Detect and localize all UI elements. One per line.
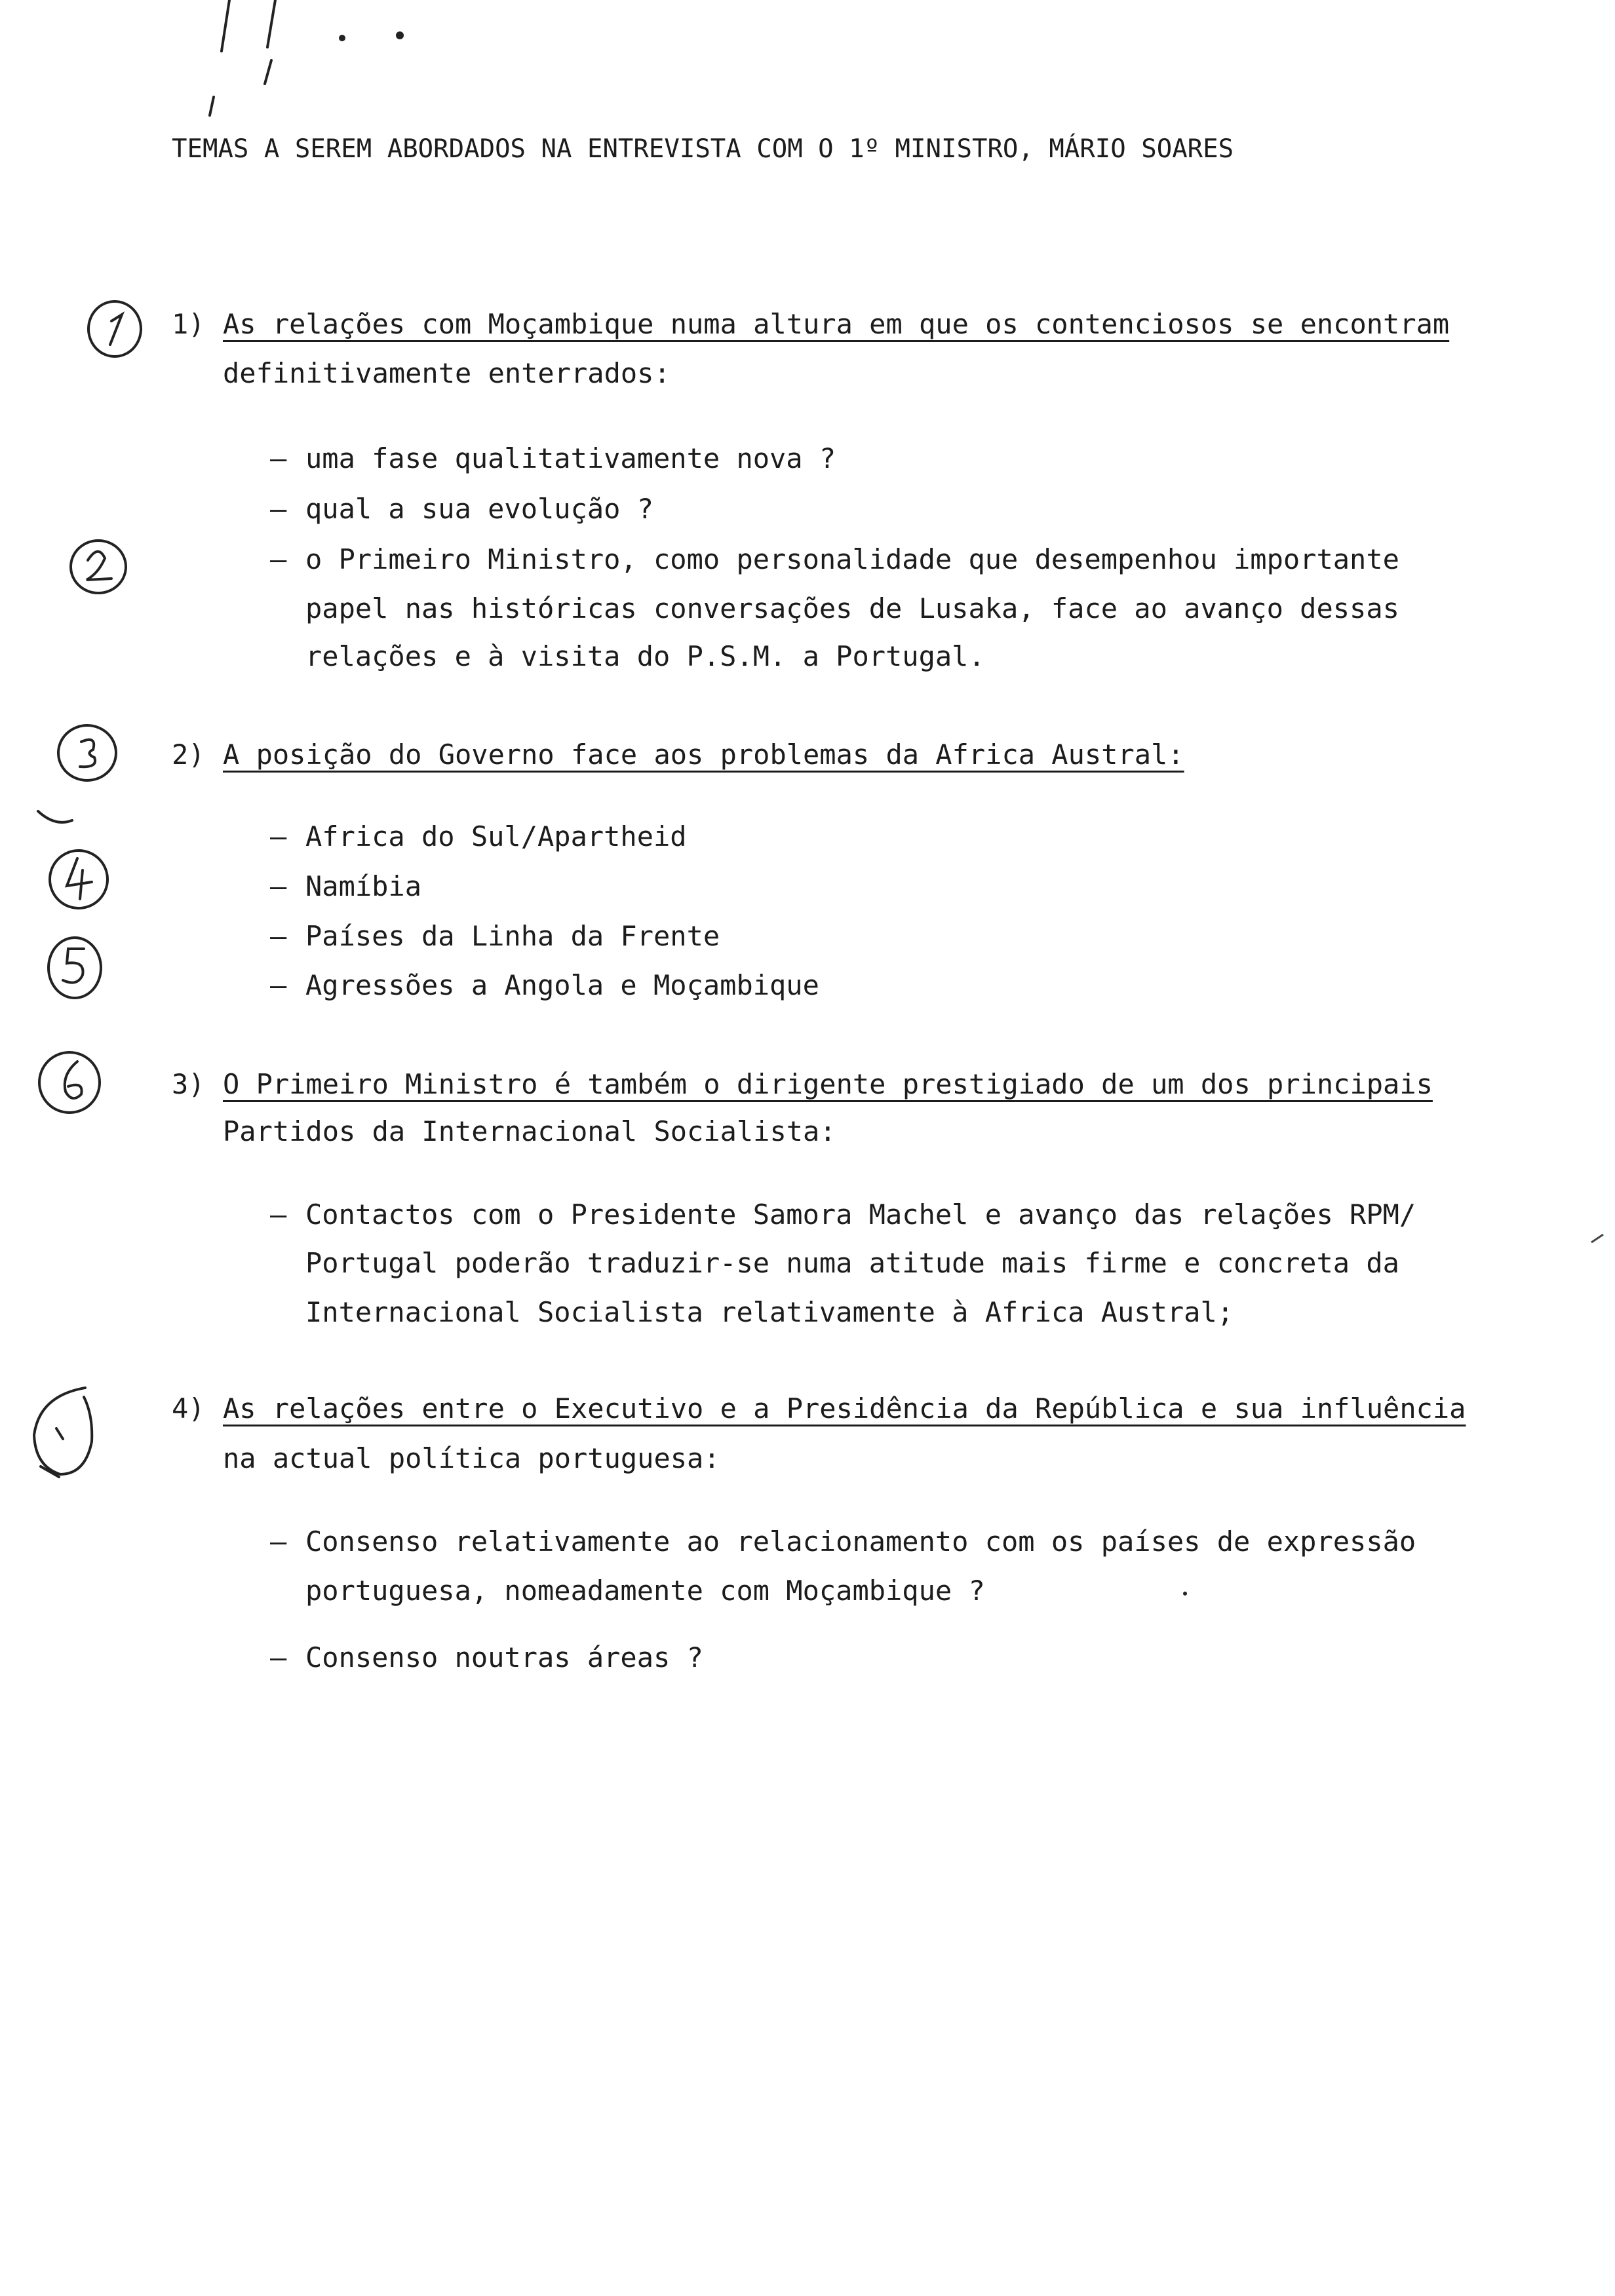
circled-number-6 (39, 1052, 100, 1113)
dash-bullet: – (270, 820, 287, 852)
list-item (270, 920, 720, 952)
list-item-text: Contactos com o Presidente Samora Machel e avanço das relações RPM/ (305, 1198, 1416, 1231)
section-4-heading (172, 1392, 1466, 1425)
section-1-heading-continuation (223, 357, 671, 389)
dash-bullet: – (270, 870, 287, 902)
list-item (270, 493, 653, 525)
list-item-continuation: Internacional Socialista relativamente à Africa Austral; (305, 1296, 1234, 1328)
circled-number-1 (88, 301, 141, 356)
pen-stroke (38, 811, 72, 822)
list-item-text: Namíbia (305, 870, 422, 902)
dash-bullet: – (270, 920, 287, 952)
handwritten-digit-4 (67, 858, 92, 899)
ink-dot (1183, 1592, 1187, 1596)
list-item (270, 1525, 1416, 1558)
list-item-text: o Primeiro Ministro, como personalidade que desempenhou importante (305, 543, 1399, 575)
pen-stroke (267, 0, 275, 47)
list-item-text: Africa do Sul/Apartheid (305, 820, 687, 852)
section-number: 4) (172, 1392, 205, 1425)
list-item (270, 820, 687, 852)
list-item (270, 1641, 703, 1674)
section-heading-line: O Primeiro Ministro é também o dirigente prestigiado de um dos principais (223, 1068, 1433, 1100)
dash-bullet: – (270, 969, 287, 1001)
ink-dot (396, 31, 404, 39)
list-item-continuation: portuguesa, nomeadamente com Moçambique ? (305, 1575, 985, 1607)
section-heading-line: Partidos da Internacional Socialista: (223, 1115, 836, 1147)
list-item-text: Agressões a Angola e Moçambique (305, 969, 819, 1001)
dash-bullet: – (270, 493, 287, 525)
circled-number-5 (49, 938, 101, 998)
section-heading-line: A posição do Governo face aos problemas da Africa Austral: (223, 738, 1184, 771)
section-number: 3) (172, 1068, 205, 1100)
list-item (270, 543, 1399, 575)
section-heading-line: na actual política portuguesa: (223, 1442, 720, 1474)
list-item-text: qual a sua evolução ? (305, 493, 654, 525)
dash-bullet: – (270, 543, 287, 575)
dash-bullet: – (270, 1525, 287, 1558)
circled-number-3 (58, 725, 116, 780)
list-item-continuation: relações e à visita do P.S.M. a Portugal. (305, 640, 985, 672)
section-number: 2) (172, 738, 205, 771)
unfinished-circle-mark (34, 1388, 92, 1474)
list-item-continuation: papel nas históricas conversações de Lusaka, face ao avanço dessas (305, 592, 1399, 624)
pen-stroke (210, 97, 214, 115)
list-item (270, 870, 421, 902)
handwritten-digit-2 (87, 552, 111, 580)
section-3-heading-continuation (223, 1115, 836, 1147)
list-item (270, 1198, 1416, 1231)
handwritten-digit-3 (80, 740, 95, 767)
section-heading-line: definitivamente enterrados: (223, 357, 671, 389)
pen-stroke (56, 1428, 63, 1439)
pen-stroke (265, 60, 271, 84)
list-item-text: Consenso relativamente ao relacionamento com os países de expressão (305, 1525, 1416, 1558)
section-4-heading-continuation (223, 1442, 720, 1474)
section-heading-line: As relações entre o Executivo e a Presidência da República e sua influência (223, 1392, 1466, 1425)
list-item-continuation: Portugal poderão traduzir-se numa atitude mais firme e concreta da (305, 1247, 1399, 1279)
dash-bullet: – (270, 442, 287, 474)
dash-bullet: – (270, 1198, 287, 1231)
document-title: TEMAS A SEREM ABORDADOS NA ENTREVISTA COM O 1º MINISTRO, MÁRIO SOARES (172, 134, 1234, 164)
list-item-text: uma fase qualitativamente nova ? (305, 442, 836, 474)
list-item-text: Países da Linha da Frente (305, 920, 720, 952)
ink-dot (339, 35, 345, 41)
dash-bullet: – (270, 1641, 287, 1674)
section-number: 1) (172, 308, 205, 340)
circled-number-2 (71, 541, 126, 593)
handwritten-digit-5 (63, 949, 84, 983)
list-item-text: Consenso noutras áreas ? (305, 1641, 703, 1674)
pen-stroke (222, 0, 229, 51)
section-3-heading (172, 1068, 1433, 1100)
section-heading-line: As relações com Moçambique numa altura em que os contenciosos se encontram (223, 308, 1450, 340)
handwritten-digit-1 (110, 315, 122, 345)
section-2-heading (172, 738, 1184, 771)
pen-stroke (1591, 1234, 1603, 1242)
list-item (270, 969, 819, 1001)
handwritten-digit-6 (65, 1062, 82, 1098)
list-item (270, 442, 836, 474)
section-1-heading (172, 308, 1449, 340)
circled-number-4 (50, 851, 107, 908)
